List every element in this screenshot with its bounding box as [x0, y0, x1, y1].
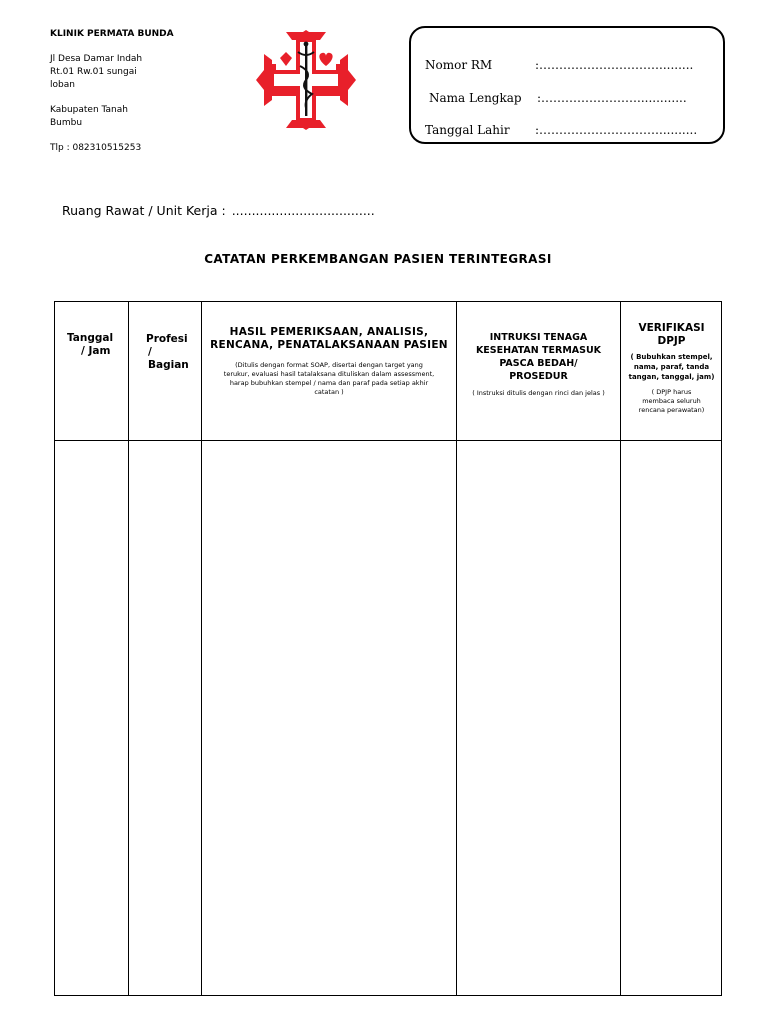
- header-hasil-note1: (Ditulis dengan format SOAP, disertai dengan target yang: [235, 361, 423, 369]
- body-cell-profesi[interactable]: [129, 441, 201, 995]
- document-title: CATATAN PERKEMBANGAN PASIEN TERINTEGRASI: [204, 252, 552, 266]
- header-profesi-bagian: [146, 333, 202, 372]
- ruang-rawat-value[interactable]: ....................................: [231, 203, 375, 218]
- header-tanggal-line2: / Jam: [81, 345, 111, 357]
- header-verifikasi-note1: ( DPJP harus: [651, 388, 692, 396]
- region-line-1: Kabupaten Tanah: [50, 105, 128, 115]
- tanggal-lahir-row: [425, 123, 698, 137]
- header-verifikasi-sub3: tangan, tanggal, jam): [628, 373, 715, 381]
- nama-lengkap-label: Nama Lengkap: [429, 91, 522, 105]
- ruang-rawat-label: Ruang Rawat / Unit Kerja :: [62, 203, 226, 218]
- body-cell-tanggal[interactable]: [55, 441, 128, 995]
- header-profesi-line3: Bagian: [148, 359, 189, 371]
- address-line-3: loban: [50, 80, 75, 90]
- nomor-rm-value[interactable]: :………………………….........: [535, 58, 694, 72]
- header-instruksi-line3: PASCA BEDAH/: [499, 358, 578, 369]
- header-verifikasi-note3: rencana perawatan): [638, 406, 705, 414]
- patient-identity-box: [409, 26, 725, 144]
- header-verifikasi-note2: membaca seluruh: [642, 397, 701, 405]
- header-hasil-note4: catatan ): [314, 388, 344, 396]
- header-hasil-note2: terukur, evaluasi hasil tatalaksana dituliskan dalam assessment,: [223, 370, 435, 378]
- region-line-2: Bumbu: [50, 118, 83, 128]
- ruang-rawat-line: [62, 203, 375, 218]
- header-verifikasi-sub2: nama, paraf, tanda: [633, 363, 710, 371]
- header-profesi-line1: Profesi: [146, 333, 188, 345]
- header-verifikasi-line1: VERIFIKASI: [638, 322, 705, 334]
- header-hasil-line1: HASIL PEMERIKSAAN, ANALISIS,: [229, 326, 429, 338]
- header-instruksi-line1: INTRUKSI TENAGA: [489, 332, 588, 343]
- clinic-info: [50, 28, 174, 155]
- header-hasil-note3: harap bubuhkan stempel / nama dan paraf pada setiap akhir: [229, 379, 429, 387]
- header-hasil-line2: RENCANA, PENATALAKSANAAN PASIEN: [210, 339, 448, 351]
- body-cell-verifikasi[interactable]: [621, 441, 721, 995]
- body-cell-hasil[interactable]: [202, 441, 456, 995]
- medical-cross-caduceus-logo-icon: [246, 30, 366, 130]
- nomor-rm-row: [425, 58, 694, 72]
- header-instruksi-note: ( Instruksi ditulis dengan rinci dan jelas ): [472, 389, 605, 397]
- header-verifikasi-sub1: ( Bubuhkan stempel,: [630, 353, 713, 361]
- header-verifikasi-dpjp: [621, 322, 722, 415]
- header-hasil-pemeriksaan: [202, 326, 456, 397]
- body-cell-instruksi[interactable]: [457, 441, 620, 995]
- header-verifikasi-line2: DPJP: [657, 335, 686, 347]
- tanggal-lahir-label: Tanggal Lahir: [425, 123, 510, 137]
- address-line-1: Jl Desa Damar Indah: [50, 54, 143, 64]
- nama-lengkap-row: [429, 91, 687, 105]
- header-instruksi: [457, 331, 620, 398]
- header-instruksi-line2: KESEHATAN TERMASUK: [475, 345, 602, 356]
- header-tanggal-line1: Tanggal: [67, 332, 114, 344]
- header-instruksi-line4: PROSEDUR: [509, 371, 568, 382]
- nama-lengkap-value[interactable]: :…………………….............: [537, 91, 687, 105]
- clinic-name: KLINIK PERMATA BUNDA: [50, 29, 174, 39]
- nomor-rm-label: Nomor RM: [425, 58, 493, 72]
- clinic-phone: Tlp : 082310515253: [50, 143, 142, 153]
- header-profesi-line2: /: [148, 346, 152, 358]
- address-line-2: Rt.01 Rw.01 sungai: [50, 67, 137, 77]
- header-tanggal-jam: [67, 332, 127, 358]
- tanggal-lahir-value[interactable]: :…………………………..........: [535, 123, 698, 137]
- progress-notes-table: [54, 301, 722, 996]
